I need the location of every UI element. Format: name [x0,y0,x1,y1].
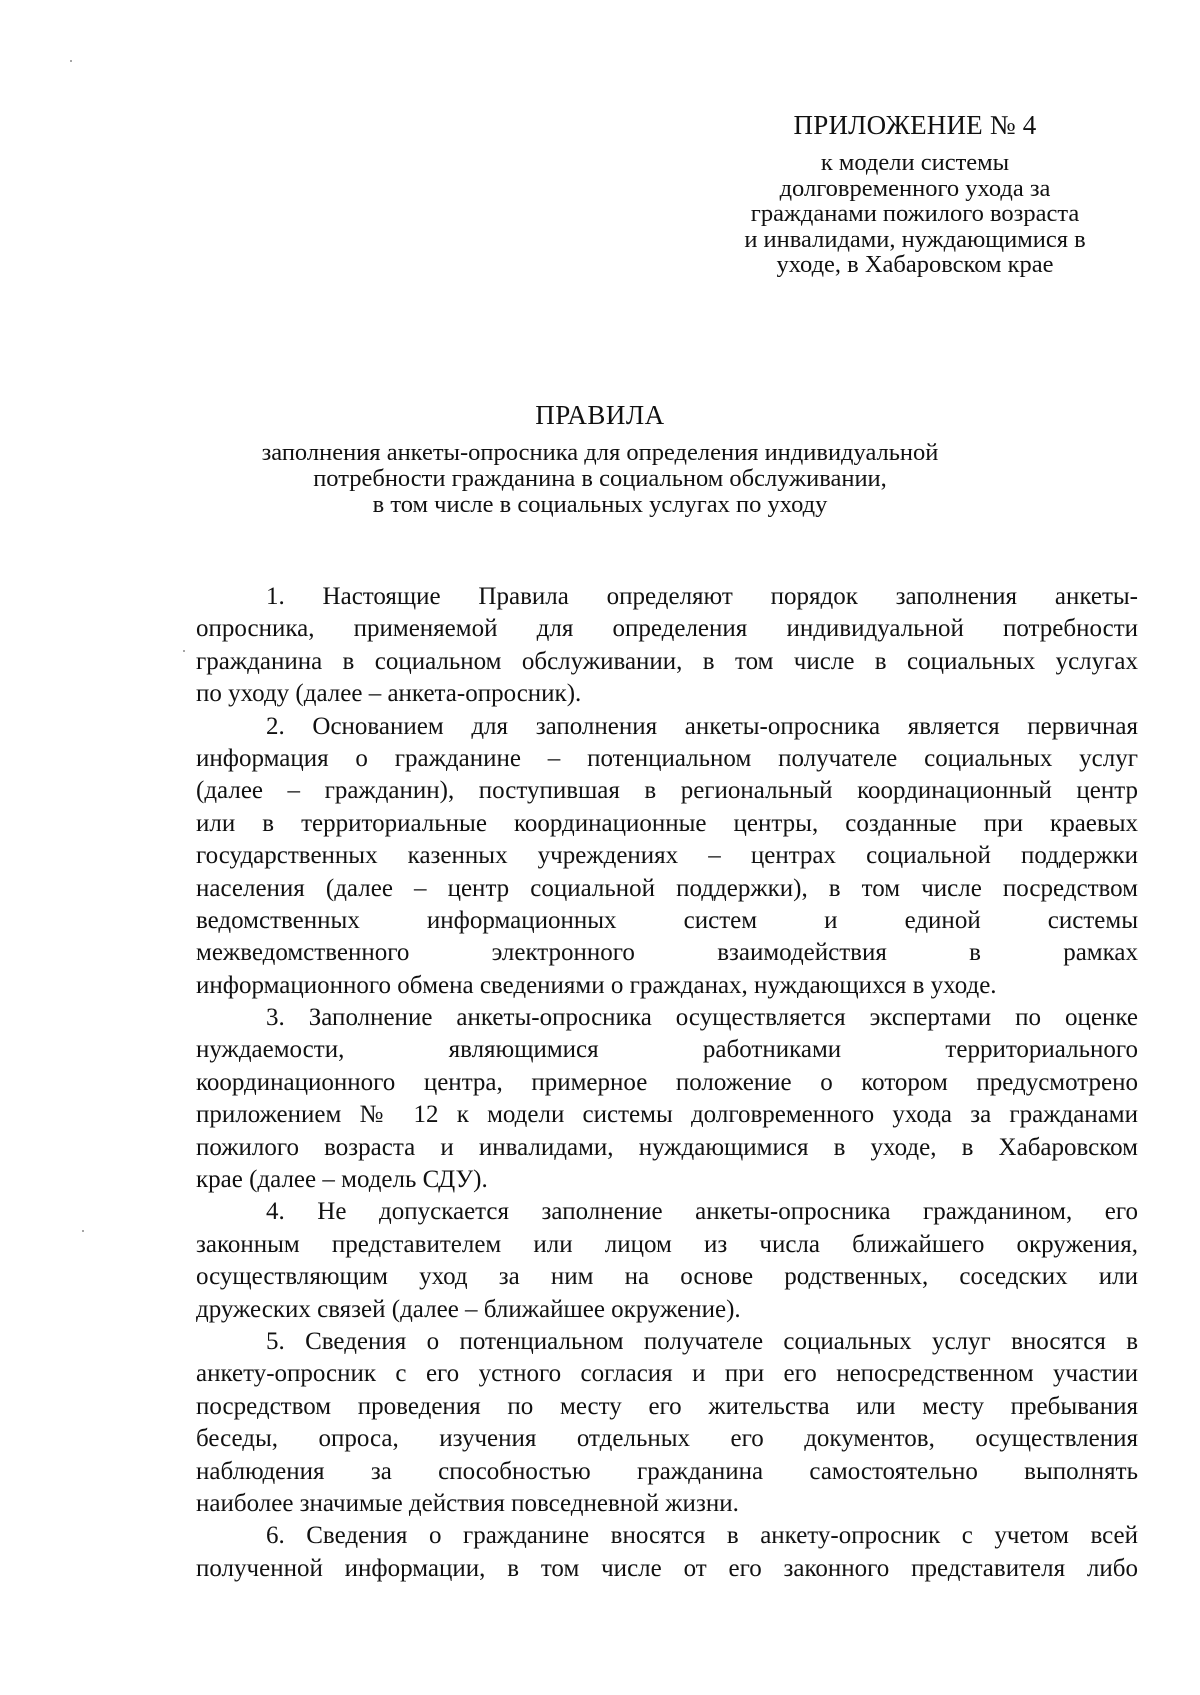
paragraph-line: приложением № 12 к модели системы долговременного ухода за гражданами [196,1101,1138,1129]
scan-speck [183,650,185,652]
paragraph-2 [196,711,1138,1003]
paragraph-line: опросника, применяемой для определения индивидуальной потребности [196,615,1138,643]
scan-speck [70,60,72,62]
paragraph-line: или в территориальные координационные центры, созданные при краевых [196,809,1138,837]
paragraph-line: 3. Заполнение анкеты-опросника осуществляется экспертами по оценке [266,1004,1138,1032]
paragraph-line: межведомственного электронного взаимодействия в рамках [196,939,1138,967]
paragraph-line: информация о гражданине – потенциальном получателе социальных услуг [196,744,1138,772]
paragraph-line: государственных казенных учреждениях – центрах социальной поддержки [196,842,1138,870]
paragraph-line: нуждаемости, являющимися работниками территориального [196,1036,1138,1064]
appendix-line: и инвалидами, нуждающимися в [744,225,1086,253]
appendix-line: к модели системы [820,149,1010,176]
paragraph-line: наиболее значимые действия повседневной жизни. [196,1489,739,1517]
appendix-title: ПРИЛОЖЕНИЕ № 4 [793,110,1037,140]
paragraph-line: 2. Основанием для заполнения анкеты-опросника является первичная [266,712,1138,740]
paragraph-line: дружеских связей (далее – ближайшее окружение). [196,1295,741,1323]
paragraph-1 [196,581,1138,711]
paragraph-line: населения (далее – центр социальной поддержки), в том числе посредством [196,874,1138,902]
paragraph-6 [196,1520,1138,1585]
appendix-header [735,108,1095,278]
paragraph-line: 5. Сведения о потенциальном получателе социальных услуг вносятся в [266,1327,1138,1355]
paragraph-line: гражданина в социальном обслуживании, в том числе в социальных услугах [196,647,1138,675]
paragraph-line: 1. Настоящие Правила определяют порядок заполнения анкеты- [266,583,1138,610]
paragraph-line: (далее – гражданин), поступившая в региональный координационный центр [196,777,1138,805]
paragraph-line: анкету-опросник с его устного согласия и при его непосредственном участии [196,1360,1138,1388]
subtitle-line: заполнения анкеты-опросника для определения индивидуальной [261,439,939,466]
appendix-line: долговременного ухода за [779,174,1051,202]
document-subtitle [0,440,1200,518]
paragraph-line: координационного центра, примерное положение о котором предусмотрено [196,1068,1138,1096]
scan-speck [82,1230,84,1232]
document-body [196,581,1138,1585]
paragraph-4 [196,1196,1138,1326]
paragraph-line: информационного обмена сведениями о гражданах, нуждающихся в уходе. [196,971,997,999]
paragraph-line: наблюдения за способностью гражданина самостоятельно выполнять [196,1457,1138,1485]
paragraph-line: законным представителем или лицом из числа ближайшего окружения, [196,1230,1138,1258]
paragraph-line: полученной информации, в том числе от его законного представителя либо [196,1554,1138,1582]
paragraph-line: посредством проведения по месту его жительства или месту пребывания [196,1392,1138,1420]
appendix-line: уходе, в Хабаровском крае [776,251,1054,278]
paragraph-5 [196,1326,1138,1520]
paragraph-line: 6. Сведения о гражданине вносятся в анкету-опросник с учетом всей [266,1522,1138,1550]
paragraph-line: крае (далее – модель СДУ). [196,1166,488,1194]
paragraph-line: беседы, опроса, изучения отдельных его документов, осуществления [196,1425,1138,1453]
document-title: ПРАВИЛА [535,400,665,430]
paragraph-line: пожилого возраста и инвалидами, нуждающимися в уходе, в Хабаровском [196,1133,1138,1161]
appendix-line: гражданами пожилого возраста [750,200,1080,227]
paragraph-line: ведомственных информационных систем и единой системы [196,906,1138,934]
paragraph-line: осуществляющим уход за ним на основе родственных, соседских или [196,1263,1138,1291]
paragraph-line: по уходу (далее – анкета-опросник). [196,680,582,708]
paragraph-line: 4. Не допускается заполнение анкеты-опросника гражданином, его [266,1198,1138,1226]
subtitle-line: в том числе в социальных услугах по уходу [372,491,828,518]
paragraph-3 [196,1002,1138,1196]
subtitle-line: потребности гражданина в социальном обслуживании, [313,465,887,492]
